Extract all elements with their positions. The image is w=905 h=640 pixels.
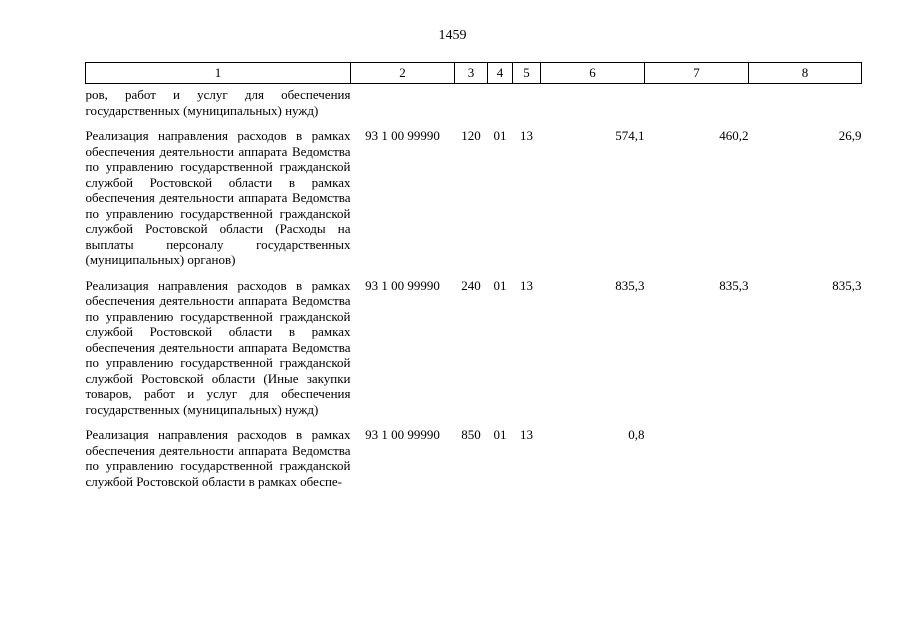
table-row — [86, 278, 862, 428]
row-pr — [513, 84, 541, 129]
row-value-2: 835,3 — [719, 277, 749, 293]
table-header-row — [86, 63, 862, 84]
table-row — [86, 427, 862, 499]
row-value-3: 26,9 — [838, 128, 862, 143]
row-vr: 120 — [461, 128, 481, 143]
row-value-1 — [541, 84, 645, 129]
row-value-2: 460,2 — [719, 128, 749, 143]
column-header-6: 6 — [541, 63, 645, 84]
row-rz — [488, 84, 513, 129]
row-rz: 01 — [493, 277, 507, 293]
column-header-1: 1 — [86, 63, 351, 84]
row-pr: 13 — [520, 128, 533, 143]
row-value-2 — [645, 427, 749, 499]
row-pr: 13 — [520, 277, 533, 293]
column-header-3: 3 — [455, 63, 488, 84]
row-pr: 13 — [520, 427, 533, 442]
row-description: Реализация направления расходов в рамках обеспечения деятельности аппарата Ведомства по управлению государственной гражданской службой Ростовской области в рамках обеспечения деятельности аппарата Ведомства по управлению государственной гражданской службой Ростовской области (Иные закупки товаров, работ и услуг для обеспечения государственных (муниципальных) нужд) — [85, 277, 351, 417]
column-header-2: 2 — [351, 63, 455, 84]
row-value-1: 835,3 — [615, 277, 645, 293]
row-code: 93 1 00 99990 — [365, 427, 440, 442]
row-code: 93 1 00 99990 — [365, 128, 440, 143]
row-value-1: 574,1 — [615, 128, 645, 143]
column-header-7: 7 — [645, 63, 749, 84]
row-code — [351, 84, 455, 129]
row-description: Реализация направления расходов в рамках обеспечения деятельности аппарата Ведомства по управлению государственной гражданской службой Ростовской области в рамках обеспечения деятельности аппарата Ведомства по управлению государственной гражданской службой Ростовской области (Расходы на выплаты персоналу государственных (муниципальных) органов) — [85, 128, 351, 267]
row-value-3: 835,3 — [832, 277, 862, 293]
column-header-5: 5 — [513, 63, 541, 84]
row-rz: 01 — [493, 427, 507, 442]
row-vr — [455, 84, 488, 129]
column-header-4: 4 — [488, 63, 513, 84]
page-number: 1459 — [438, 28, 467, 43]
budget-table — [85, 62, 862, 499]
row-vr: 240 — [461, 277, 481, 293]
column-header-8: 8 — [749, 63, 862, 84]
row-value-3 — [749, 427, 862, 499]
row-code: 93 1 00 99990 — [365, 277, 440, 293]
row-value-3 — [749, 84, 862, 129]
row-description: ров, работ и услуг для обеспечения государственных (муниципальных) нужд) — [85, 87, 351, 118]
row-description: Реализация направления расходов в рамках обеспечения деятельности аппарата Ведомства по управлению государственной гражданской службой Ростовской области в рамках обеспе- — [85, 427, 351, 489]
row-value-2 — [645, 84, 749, 129]
row-vr: 850 — [461, 427, 481, 442]
table-row — [86, 128, 862, 278]
row-rz: 01 — [493, 128, 507, 143]
table-row — [86, 84, 862, 129]
row-value-1: 0,8 — [628, 427, 645, 442]
